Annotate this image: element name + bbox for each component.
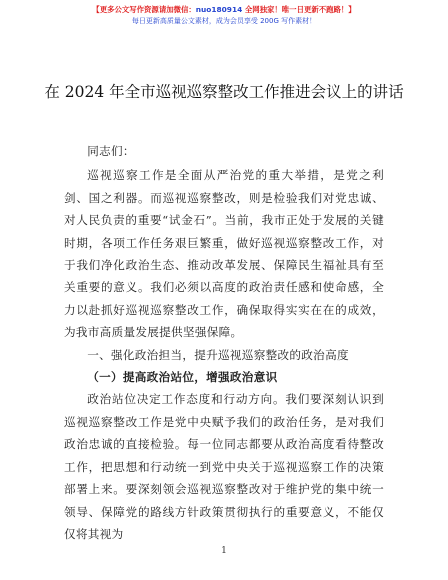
- wechat-id: nuo180914: [195, 5, 243, 14]
- salutation: 同志们：: [87, 144, 135, 158]
- promo-banner-line1: [0, 6, 448, 13]
- section-heading-1: 一、强化政治担当，提升巡视巡察整改的政治高度: [87, 347, 349, 362]
- promo-banner-line2: 每日更新高质量公文素材，成为会员享受 200G 写作素材！: [131, 17, 317, 26]
- subsection-heading-1: （一）提高政治站位，增强政治意识: [87, 370, 278, 385]
- document-body: [64, 140, 384, 545]
- paragraph-intro: 巡视巡察工作是全面从严治党的重大举措，是党之利剑、国之利器。而巡视巡察整改，则是检验我们对党忠诚、对人民负责的重要“试金石”。当前，我市正处于发展的关键时期，各项工作任务艰巨繁重，做好巡视巡察整改工作，对于我们净化政治生态、推动改革发展、保障民生福祉具有至关重要的意义。我们必须以高度的政治责任感和使命感，全力以赴抓好巡视巡察整改工作，确保取得实实在在的成效，为我市高质量发展提供坚强保障。: [64, 168, 384, 340]
- promo-text-1: 【更多公文写作资源请加微信：: [92, 5, 196, 14]
- paragraph-political-stance: 政治站位决定工作态度和行动方向。我们要深刻认识到巡视巡察整改工作是党中央赋予我们的政治任务，是对我们政治忠诚的直接检验。每一位同志都要从政治高度看待整改工作，把思想和行动统一到党中央关于巡视巡察工作的决策部署上来。要深刻领会巡视巡察整改对于维护党的集中统一领导、保障党的路线方针政策贯彻执行的重要意义，不能仅仅将其视为: [64, 392, 384, 541]
- promo-banner: [0, 6, 448, 25]
- promo-text-2: 全网独家！唯一日更新不跑路！】: [244, 5, 356, 14]
- document-title: 在 2024 年全市巡视巡察整改工作推进会议上的讲话: [44, 83, 404, 101]
- page-number: 1: [221, 546, 227, 556]
